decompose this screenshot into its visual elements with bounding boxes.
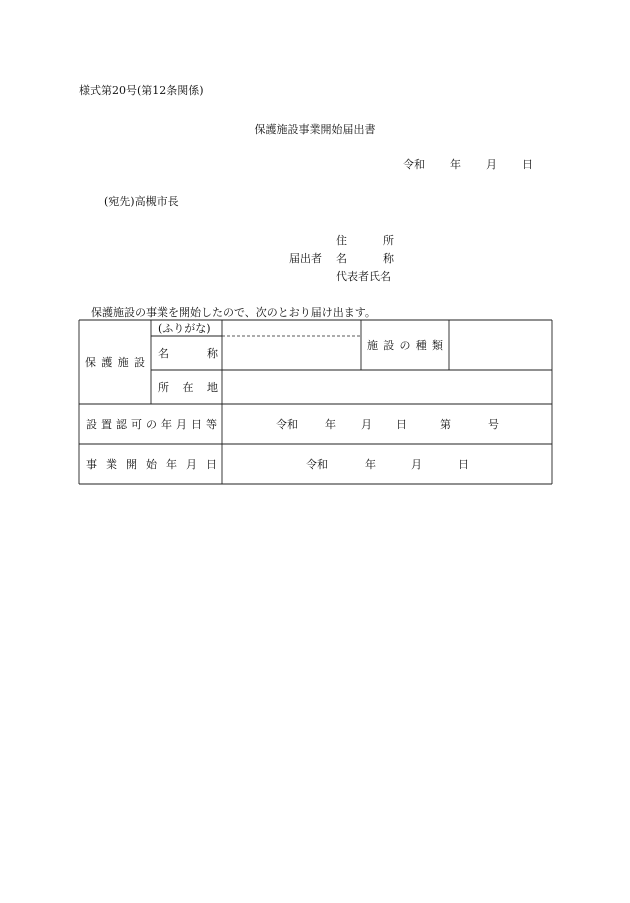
form-number: 様式第20号(第12条関係) — [79, 84, 204, 97]
label-char: 所 — [158, 381, 169, 394]
label-char: 施 — [367, 339, 378, 352]
facility-furigana-field[interactable] — [223, 321, 360, 335]
label-char: 年 — [166, 458, 177, 471]
label-char: 名 — [336, 252, 347, 265]
approval-date-label — [86, 404, 217, 444]
approval-year-unit: 年 — [325, 418, 336, 431]
approval-era: 令和 — [276, 418, 298, 431]
furigana-label: (ふりがな) — [158, 322, 211, 335]
label-char: 称 — [383, 252, 394, 265]
facility-label — [85, 320, 145, 404]
location-field[interactable] — [223, 371, 551, 403]
start-date-field[interactable] — [223, 445, 551, 483]
label-char: 住 — [336, 234, 347, 247]
start-month-unit: 月 — [411, 458, 422, 471]
applicant-label: 届出者 — [289, 252, 322, 265]
applicant-representative-label: 代表者氏名 — [336, 270, 391, 283]
location-label — [158, 370, 218, 404]
label-char: 保 — [85, 356, 96, 369]
label-char: 種 — [415, 339, 427, 352]
start-year-unit: 年 — [365, 458, 376, 471]
approval-month-unit: 月 — [361, 418, 372, 431]
label-char: 年 — [161, 418, 172, 431]
facility-type-field[interactable] — [450, 321, 551, 369]
label-char: 日 — [191, 418, 202, 431]
label-char: の — [146, 418, 157, 431]
label-char: 護 — [101, 356, 113, 369]
intro-statement: 保護施設の事業を開始したので、次のとおり届け出ます。 — [91, 306, 376, 319]
label-char: 設 — [133, 356, 145, 369]
label-char: 設 — [86, 418, 97, 431]
label-char: 等 — [206, 418, 217, 431]
approval-date-field[interactable] — [223, 405, 551, 443]
facility-name-label — [158, 336, 218, 370]
label-char: 設 — [383, 339, 395, 352]
approval-number-suffix: 号 — [488, 418, 499, 431]
approval-day-unit: 日 — [396, 418, 407, 431]
label-char: 月 — [176, 418, 187, 431]
label-char: の — [399, 339, 411, 352]
addressee: (宛先)高槻市長 — [104, 195, 179, 208]
label-char: 可 — [131, 418, 142, 431]
label-char: 置 — [101, 418, 112, 431]
start-day-unit: 日 — [458, 458, 469, 471]
start-date-label — [86, 444, 217, 484]
document-title: 保護施設事業開始届出書 — [254, 123, 376, 136]
label-char: 名 — [158, 347, 169, 360]
date-month-unit: 月 — [486, 158, 497, 171]
start-era: 令和 — [306, 458, 328, 471]
label-char: 日 — [206, 458, 217, 471]
date-day-unit: 日 — [522, 158, 533, 171]
label-char: 在 — [182, 381, 194, 394]
facility-name-field[interactable] — [223, 337, 360, 369]
label-char: 類 — [432, 339, 443, 352]
label-char: 月 — [186, 458, 197, 471]
date-year-unit: 年 — [450, 158, 461, 171]
label-char: 事 — [86, 458, 97, 471]
label-char: 認 — [116, 418, 127, 431]
date-era: 令和 — [403, 158, 425, 171]
label-char: 業 — [106, 458, 117, 471]
approval-number-prefix: 第 — [440, 418, 451, 431]
facility-type-label — [367, 320, 443, 370]
label-char: 開 — [126, 458, 137, 471]
label-char: 称 — [207, 347, 218, 360]
label-char: 地 — [207, 381, 218, 394]
label-char: 始 — [146, 458, 157, 471]
label-char: 所 — [383, 234, 394, 247]
label-char: 施 — [117, 356, 129, 369]
